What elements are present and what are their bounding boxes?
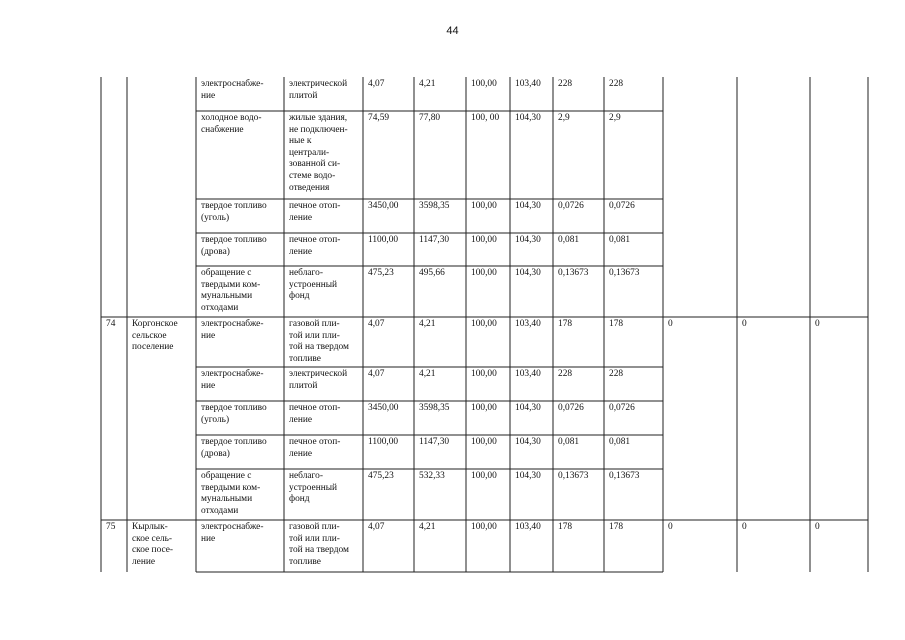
table-cell: твердое топливо (дрова): [201, 235, 267, 257]
table-cell: 178: [558, 522, 573, 532]
table-cell: 100,00: [471, 522, 497, 532]
table-cell: 178: [558, 319, 573, 329]
table-cell: обращение с твердыми ком- мунальными отходами: [201, 471, 261, 516]
table-cell: 104,30: [515, 201, 541, 211]
table-cell: газовой пли- той или пли- той на твердом топливе: [289, 522, 349, 567]
table-cell: неблаго- устроенный фонд: [289, 268, 338, 302]
table-cell: 1100,00: [368, 235, 399, 245]
table-cell: 0,13673: [609, 471, 640, 481]
table-cell: 100,00: [471, 268, 497, 278]
table-cell: холодное водо- снабжение: [201, 113, 262, 135]
table-cell: 4,07: [368, 319, 385, 329]
table-cell: 475,23: [368, 471, 394, 481]
table-cell: 0,0726: [609, 201, 635, 211]
table-cell: 0,0726: [609, 403, 635, 413]
table-cell: неблаго- устроенный фонд: [289, 471, 338, 505]
table-cell: 2,9: [558, 113, 570, 123]
page-number: 44: [446, 25, 459, 37]
table-cell: печное отоп- ление: [289, 437, 341, 459]
table-cell: электроснабже- ние: [201, 522, 264, 544]
table-cell: 0,081: [609, 235, 631, 245]
table-cell: обращение с твердыми ком- мунальными отходами: [201, 268, 261, 313]
table-cell: 100,00: [471, 319, 497, 329]
table-cell: 178: [609, 319, 624, 329]
table-cell: печное отоп- ление: [289, 201, 341, 223]
table-cell: 4,21: [419, 369, 436, 379]
table-cell: газовой пли- той или пли- той на твердом топливе: [289, 319, 349, 364]
table-cell: 4,21: [419, 79, 436, 89]
table-cell: 100, 00: [471, 113, 500, 123]
table-cell: 100,00: [471, 403, 497, 413]
table-cell: 104,30: [515, 268, 541, 278]
table-cell: 103,40: [515, 369, 541, 379]
table-cell: 0,13673: [558, 268, 589, 278]
table-cell: 100,00: [471, 201, 497, 211]
table-cell: электроснабже- ние: [201, 79, 264, 101]
table-cell: 228: [609, 79, 624, 89]
table-cell: Кырлык- ское сель- ское посе- ление: [132, 522, 174, 567]
table-cell: 103,40: [515, 79, 541, 89]
table-cell: 3598,35: [419, 201, 450, 211]
table-cell: 103,40: [515, 319, 541, 329]
table-cell: 0,13673: [609, 268, 640, 278]
table-cell: 77,80: [419, 113, 441, 123]
table-cell: 178: [609, 522, 624, 532]
table-cell: 3450,00: [368, 201, 399, 211]
table-cell: 0: [668, 522, 673, 532]
table-cell: 0: [668, 319, 673, 329]
table-cell: 0,081: [558, 437, 580, 447]
table-cell: 3450,00: [368, 403, 399, 413]
table-cell: твердое топливо (уголь): [201, 201, 267, 223]
table-cell: 1147,30: [419, 235, 450, 245]
table-cell: 100,00: [471, 471, 497, 481]
table-cell: 0,13673: [558, 471, 589, 481]
table-cell: электрической плитой: [289, 79, 348, 101]
table-cell: 532,33: [419, 471, 445, 481]
table-cell: 475,23: [368, 268, 394, 278]
table-cell: 0: [815, 522, 820, 532]
table-cell: 104,30: [515, 437, 541, 447]
table-cell: электроснабже- ние: [201, 369, 264, 391]
table-cell: 74,59: [368, 113, 390, 123]
table-cell: электрической плитой: [289, 369, 348, 391]
table-cell: 0,0726: [558, 403, 584, 413]
table-cell: 100,00: [471, 79, 497, 89]
table-cell: 4,21: [419, 319, 436, 329]
table-cell: 0,081: [609, 437, 631, 447]
table-cell: 0,081: [558, 235, 580, 245]
table-cell: 0: [742, 522, 747, 532]
table-cell: жилые здания, не подключен- ные к централи- зованной си- стеме водо- отведения: [289, 113, 348, 193]
table-cell: 75: [106, 522, 116, 532]
table-cell: 4,21: [419, 522, 436, 532]
table-cell: 0: [815, 319, 820, 329]
table-cell: 1100,00: [368, 437, 399, 447]
table-cell: твердое топливо (дрова): [201, 437, 267, 459]
table-cell: 104,30: [515, 113, 541, 123]
table-cell: 3598,35: [419, 403, 450, 413]
table-cell: 104,30: [515, 235, 541, 245]
table-cell: 103,40: [515, 522, 541, 532]
table-cell: печное отоп- ление: [289, 235, 341, 257]
table-cell: 104,30: [515, 403, 541, 413]
table-cell: 1147,30: [419, 437, 450, 447]
table-cell: 4,07: [368, 369, 385, 379]
table-cell: твердое топливо (уголь): [201, 403, 267, 425]
table-cell: 495,66: [419, 268, 445, 278]
table-cell: 228: [609, 369, 624, 379]
table-cell: 74: [106, 319, 116, 329]
table-cell: 100,00: [471, 235, 497, 245]
table-cell: 100,00: [471, 437, 497, 447]
table-cell: 228: [558, 369, 573, 379]
table-cell: 2,9: [609, 113, 621, 123]
table-cell: 100,00: [471, 369, 497, 379]
table-cell: 4,07: [368, 522, 385, 532]
table-cell: 4,07: [368, 79, 385, 89]
table-cell: 104,30: [515, 471, 541, 481]
table-cell: 228: [558, 79, 573, 89]
table-cell: печное отоп- ление: [289, 403, 341, 425]
table-cell: 0: [742, 319, 747, 329]
table-cell: 0,0726: [558, 201, 584, 211]
table-cell: электроснабже- ние: [201, 319, 264, 341]
table-cell: Коргонское сельское поселение: [132, 319, 178, 353]
